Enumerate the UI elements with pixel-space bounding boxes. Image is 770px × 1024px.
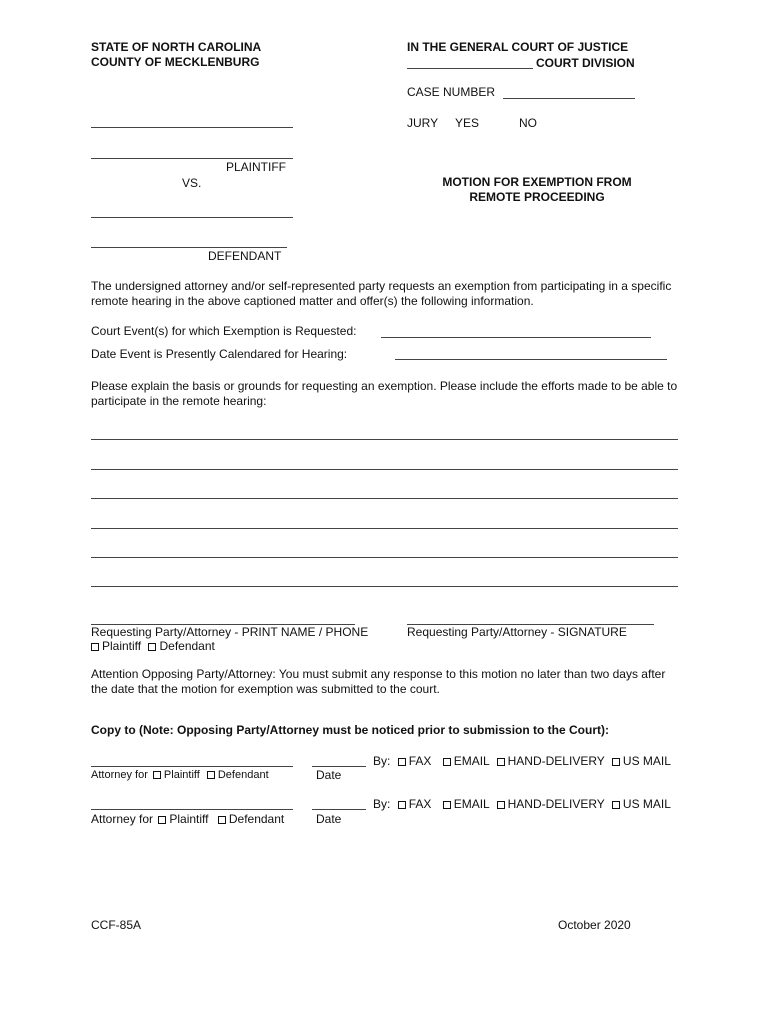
date-event-field[interactable] (395, 359, 667, 360)
court-event-label: Court Event(s) for which Exemption is Requested: (91, 324, 357, 338)
email-label: EMAIL (453, 754, 490, 768)
explanation-line[interactable] (91, 469, 678, 470)
us-mail-label: US MAIL (622, 797, 671, 811)
service-attorney-for (91, 812, 284, 827)
explain-prompt: Please explain the basis or grounds for requesting an exemption. Please include the efforts made to be able to participate in the remote hearing: (91, 379, 678, 408)
case-number-field[interactable] (503, 98, 635, 99)
motion-title-line-2: REMOTE PROCEEDING (469, 190, 605, 204)
court-label: IN THE GENERAL COURT OF JUSTICE (407, 40, 629, 54)
service-date-field[interactable] (312, 766, 366, 767)
case-number-label: CASE NUMBER (407, 85, 496, 99)
revision-date: October 2020 (558, 918, 631, 932)
service-plaintiff-label: Plaintiff (169, 812, 209, 826)
defendant-label: DEFENDANT (208, 249, 282, 263)
service-plaintiff-checkbox[interactable] (158, 816, 166, 824)
motion-title-line-1: MOTION FOR EXEMPTION FROM (442, 175, 632, 189)
plaintiff-label: PLAINTIFF (226, 160, 287, 174)
signature-label: Requesting Party/Attorney - SIGNATURE (407, 625, 627, 639)
service-attorney-field[interactable] (91, 809, 293, 810)
explanation-line[interactable] (91, 586, 678, 587)
service-attorney-field[interactable] (91, 766, 293, 767)
hand-delivery-label: HAND-DELIVERY (507, 754, 605, 768)
attorney-for-label: Attorney for (91, 769, 148, 781)
service-date-label: Date (316, 768, 342, 782)
explanation-line[interactable] (91, 498, 678, 499)
copy-to-heading: Copy to (Note: Opposing Party/Attorney must be noticed prior to submission to the Court): (91, 723, 609, 737)
attention-notice: Attention Opposing Party/Attorney: You must submit any response to this motion no later than two days after the date that the motion for exemption was submitted to the court. (91, 667, 666, 696)
court-division-label: COURT DIVISION (536, 56, 635, 70)
service-defendant-label: Defendant (228, 812, 285, 826)
hand-delivery-label: HAND-DELIVERY (507, 797, 605, 811)
defendant-name-line-2[interactable] (91, 247, 287, 248)
service-date-label: Date (316, 812, 342, 826)
by-label: By: (373, 797, 391, 811)
service-plaintiff-checkbox[interactable] (153, 771, 161, 779)
jury-label: JURY (407, 116, 439, 130)
fax-label: FAX (408, 797, 432, 811)
explanation-line[interactable] (91, 528, 678, 529)
defendant-name-line-1[interactable] (91, 217, 293, 218)
party-type-options (91, 639, 215, 654)
jury-no-option[interactable]: NO (519, 116, 537, 130)
state-label: STATE OF NORTH CAROLINA (91, 40, 262, 54)
us-mail-label: US MAIL (622, 754, 671, 768)
intro-paragraph: The undersigned attorney and/or self-represented party requests an exemption from participating in a specific remote hearing in the above captioned matter and offer(s) the following information. (91, 279, 672, 308)
service-date-field[interactable] (312, 809, 366, 810)
email-label: EMAIL (453, 797, 490, 811)
versus-label: VS. (182, 176, 202, 190)
by-label: By: (373, 754, 391, 768)
explanation-line[interactable] (91, 557, 678, 558)
print-name-label: Requesting Party/Attorney - PRINT NAME / PHONE (91, 625, 369, 639)
service-plaintiff-label: Plaintiff (163, 769, 200, 781)
plaintiff-checkbox[interactable] (91, 643, 99, 651)
service-attorney-for (91, 768, 269, 783)
service-defendant-checkbox[interactable] (218, 816, 226, 824)
plaintiff-name-line-2[interactable] (91, 158, 293, 159)
attorney-for-label: Attorney for (91, 812, 154, 826)
explanation-line[interactable] (91, 439, 678, 440)
email-checkbox[interactable] (443, 801, 451, 809)
fax-checkbox[interactable] (398, 801, 406, 809)
hand-delivery-checkbox[interactable] (497, 758, 505, 766)
jury-yes-option[interactable]: YES (455, 116, 480, 130)
us-mail-checkbox[interactable] (612, 801, 620, 809)
service-defendant-checkbox[interactable] (207, 771, 215, 779)
court-division-blank[interactable] (407, 68, 533, 69)
defendant-option-label: Defendant (159, 639, 215, 653)
fax-checkbox[interactable] (398, 758, 406, 766)
county-label: COUNTY OF MECKLENBURG (91, 55, 260, 69)
service-method-options (373, 754, 671, 769)
date-event-label: Date Event is Presently Calendared for Hearing: (91, 347, 348, 361)
court-event-field[interactable] (381, 337, 651, 338)
defendant-checkbox[interactable] (148, 643, 156, 651)
fax-label: FAX (408, 754, 432, 768)
us-mail-checkbox[interactable] (612, 758, 620, 766)
plaintiff-name-line-1[interactable] (91, 127, 293, 128)
form-id: CCF-85A (91, 918, 142, 932)
hand-delivery-checkbox[interactable] (497, 801, 505, 809)
service-defendant-label: Defendant (217, 769, 269, 781)
email-checkbox[interactable] (443, 758, 451, 766)
plaintiff-option-label: Plaintiff (102, 639, 142, 653)
service-method-options (373, 797, 671, 812)
